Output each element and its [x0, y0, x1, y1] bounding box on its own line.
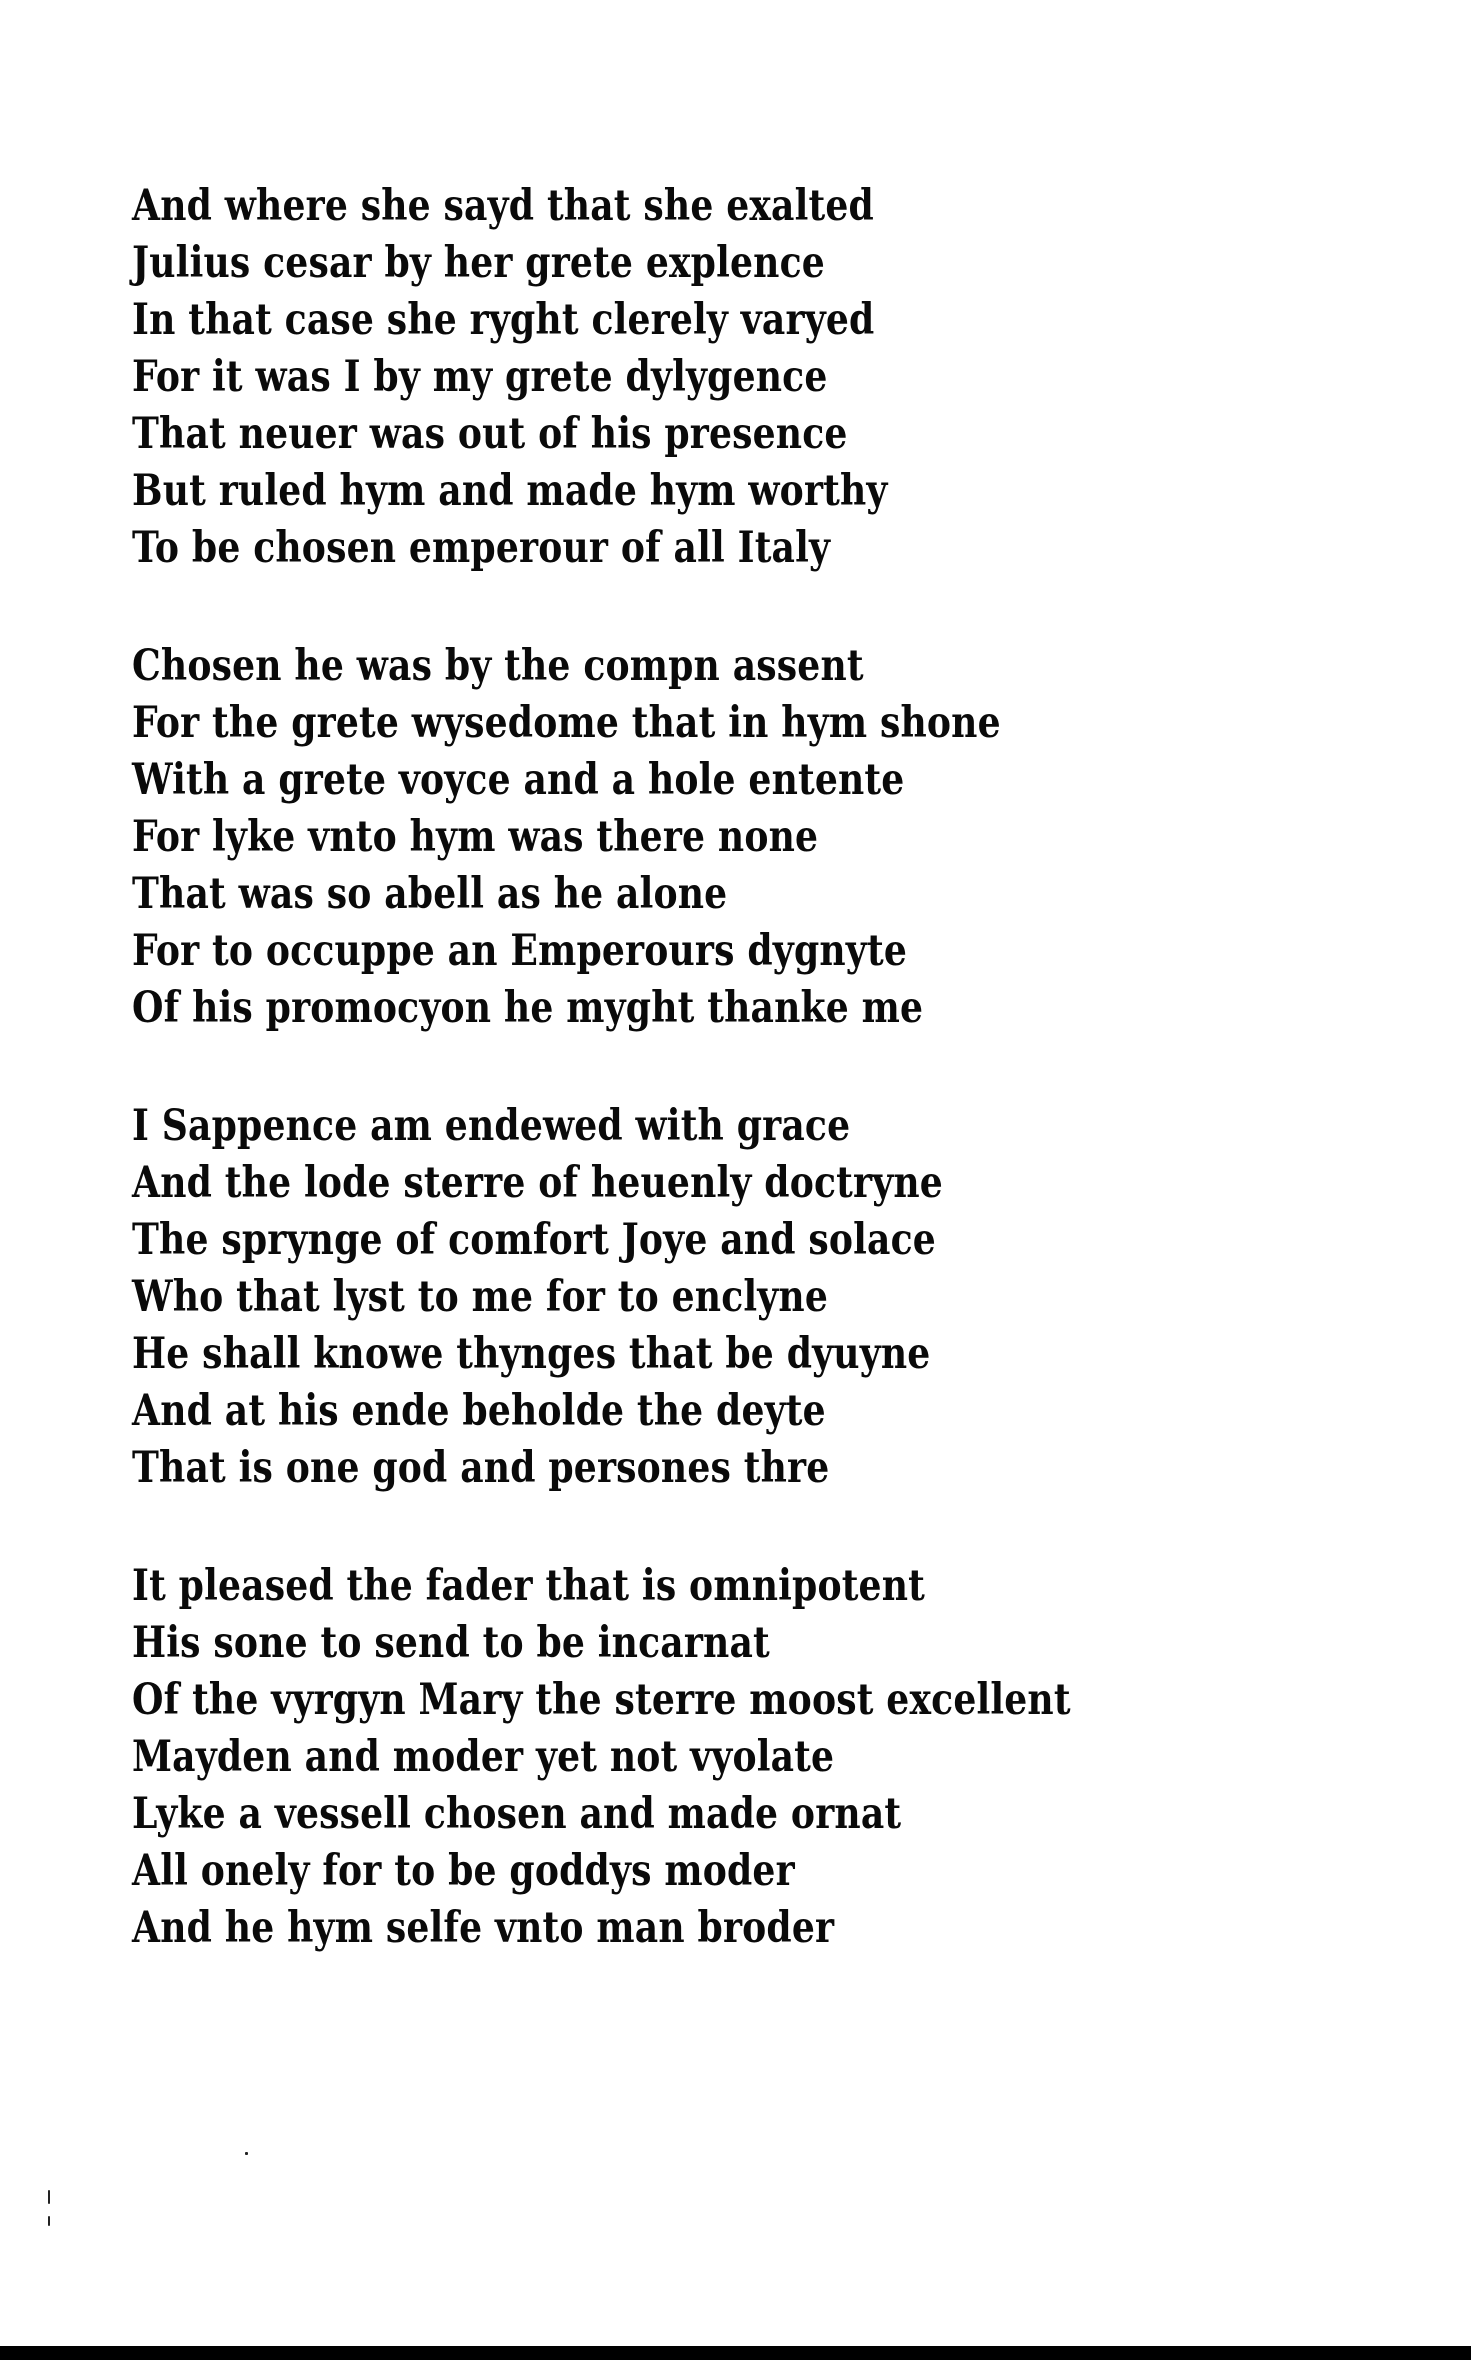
verse-line: The sprynge of comfort Joye and solace [132, 1215, 936, 1265]
verse-line: Julius cesar by her grete explence [132, 238, 825, 288]
verse-line: But ruled hym and made hym worthy [132, 466, 888, 516]
scan-speck [48, 2190, 50, 2204]
verse-line: And the lode sterre of heuenly doctryne [132, 1158, 943, 1208]
verse-line: For it was I by my grete dylygence [132, 352, 828, 402]
verse-line: And where she sayd that she exalted [132, 181, 874, 231]
scan-speck [245, 2152, 248, 2155]
scan-speck [48, 2216, 50, 2226]
stanza-2 [132, 638, 1332, 1037]
verse-line: It pleased the fader that is omnipotent [132, 1561, 925, 1611]
verse-line: Lyke a vessell chosen and made ornat [132, 1789, 902, 1839]
verse-line: His sone to send to be incarnat [132, 1618, 770, 1668]
stanza-4 [132, 1558, 1332, 1957]
verse-line: I Sappence am endewed with grace [132, 1101, 851, 1151]
verse-line: And he hym selfe vnto man broder [132, 1903, 835, 1953]
verse-line: That was so abell as he alone [132, 869, 728, 919]
scan-edge-rule [0, 2346, 1471, 2360]
stanza-1 [132, 178, 1332, 577]
verse-line: That is one god and persones thre [132, 1443, 830, 1493]
verse-line: To be chosen emperour of all Italy [132, 523, 831, 573]
verse-line: With a grete voyce and a hole entente [132, 755, 905, 805]
verse-line: And at his ende beholde the deyte [132, 1386, 826, 1436]
stanza-3 [132, 1098, 1332, 1497]
verse-line: For to occuppe an Emperours dygnyte [132, 926, 907, 976]
verse-line: That neuer was out of his presence [132, 409, 848, 459]
verse-line: Of his promocyon he myght thanke me [132, 983, 924, 1033]
verse-line: Mayden and moder yet not vyolate [132, 1732, 835, 1782]
verse-line: Of the vyrgyn Mary the sterre moost excellent [132, 1675, 1071, 1725]
verse-line: He shall knowe thynges that be dyuyne [132, 1329, 931, 1379]
verse-text [132, 178, 1332, 1957]
verse-line: For the grete wysedome that in hym shone [132, 698, 1001, 748]
verse-line: Chosen he was by the compn assent [132, 641, 864, 691]
verse-line: In that case she ryght clerely varyed [132, 295, 875, 345]
verse-line: For lyke vnto hym was there none [132, 812, 819, 862]
verse-line: All onely for to be goddys moder [132, 1846, 795, 1896]
verse-line: Who that lyst to me for to enclyne [132, 1272, 829, 1322]
